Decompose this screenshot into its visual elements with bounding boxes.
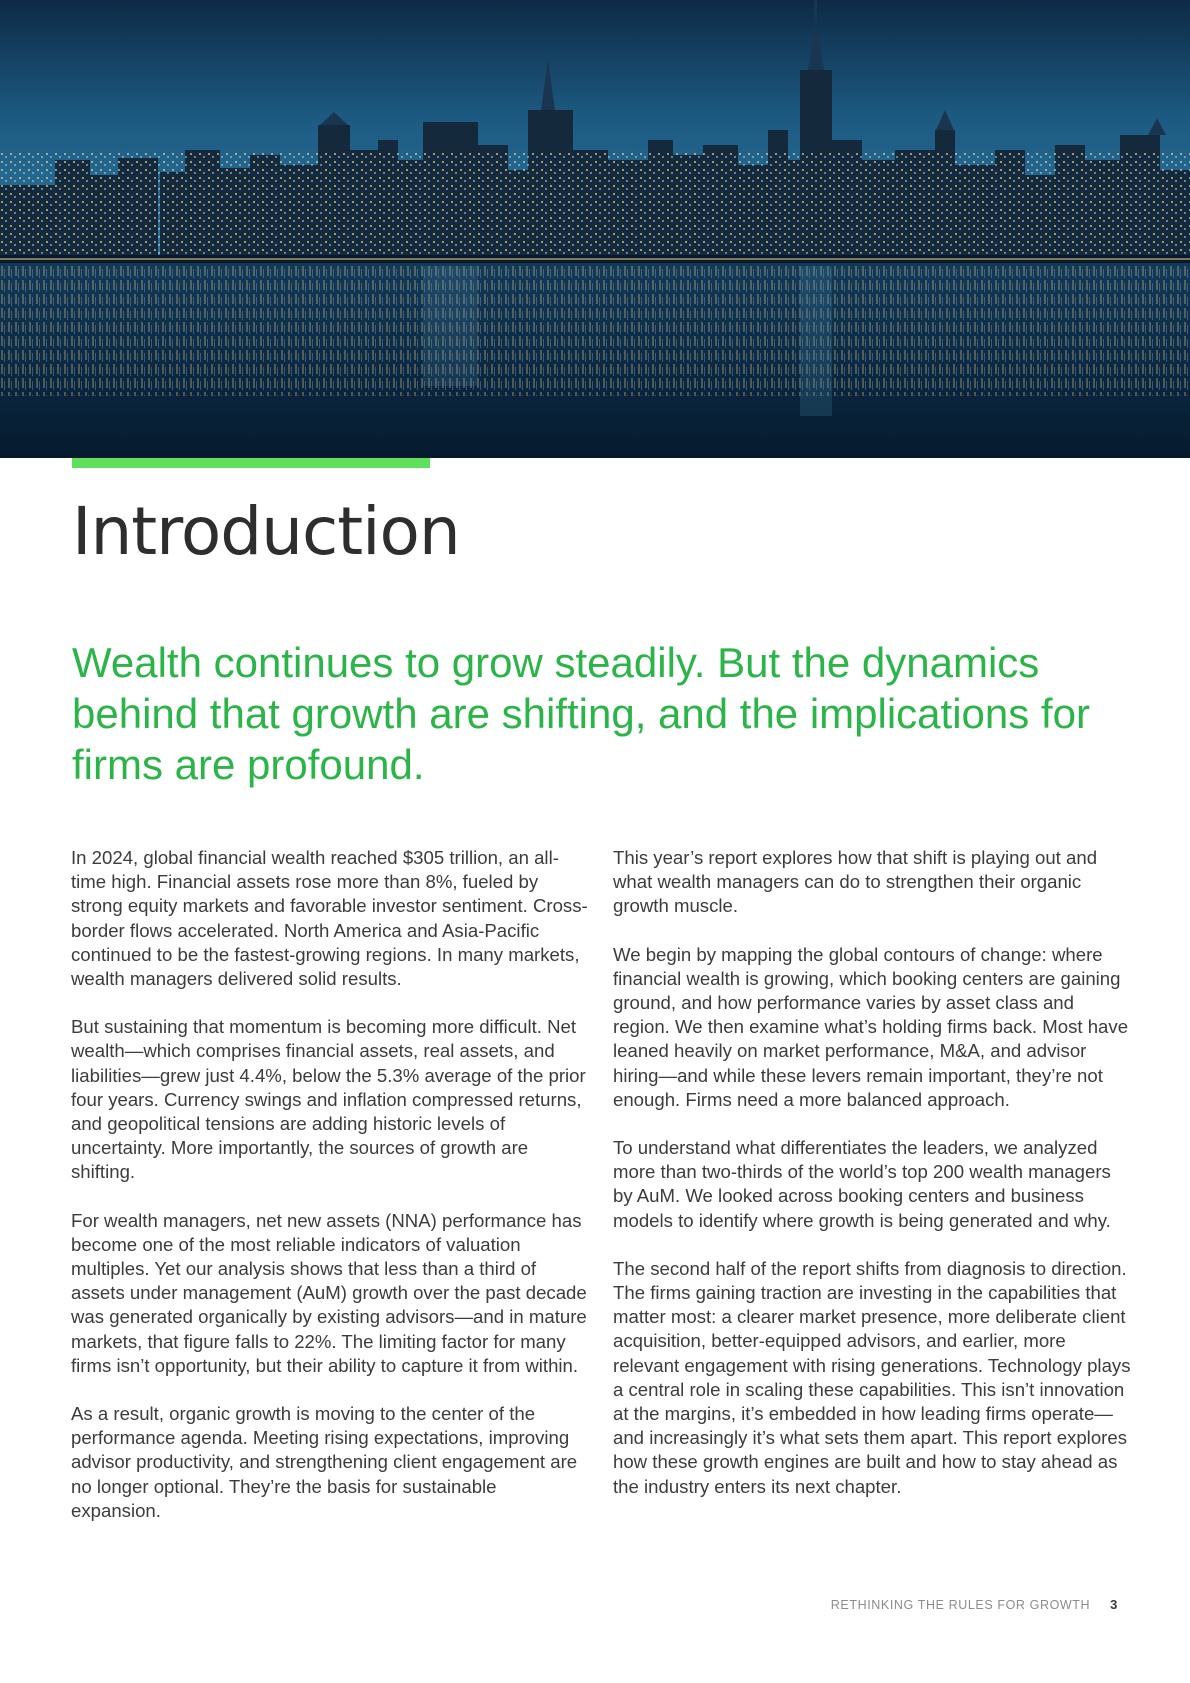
- paragraph: As a result, organic growth is moving to the center of the performance agenda. Meeting rising expectations, improving advisor productivity, and strengthening client engagement are no longer optional. They’re the basis for sustainable expansion.: [71, 1403, 578, 1521]
- running-title: RETHINKING THE RULES FOR GROWTH: [830, 1598, 1091, 1612]
- paragraph: This year’s report explores how that shift is playing out and what wealth managers can do to strengthen their organic growth muscle.: [613, 847, 1098, 917]
- paragraph: In 2024, global financial wealth reached $305 trillion, an all-time high. Financial assets rose more than 8%, fueled by strong equity markets and favorable investor sentiment. Cross-border flows accelerated. North America and Asia-Pacific continued to be the fastest-growing regions. In many markets, wealth managers delivered solid results.: [71, 847, 588, 990]
- body-column-left: [71, 846, 589, 1547]
- accent-bar: [72, 458, 430, 468]
- page-title: Introduction: [72, 493, 460, 570]
- page-number: 3: [1110, 1597, 1118, 1612]
- page-footer: [831, 1597, 1118, 1612]
- hero-skyline-image: [0, 0, 1190, 458]
- body-column-right: [613, 846, 1131, 1523]
- paragraph: To understand what differentiates the leaders, we analyzed more than two-thirds of the world’s top 200 wealth managers by AuM. We looked across booking centers and business models to identify where growth is being generated and why.: [613, 1137, 1111, 1231]
- paragraph: For wealth managers, net new assets (NNA) performance has become one of the most reliable indicators of valuation multiples. Yet our analysis shows that less than a third of assets under management (AuM) growth over the past decade was generated organically by existing advisors—and in mature markets, that figure falls to 22%. The limiting factor for many firms isn’t opportunity, but their ability to capture it from within.: [71, 1209, 587, 1376]
- paragraph: We begin by mapping the global contours of change: where financial wealth is growing, which booking centers are gaining ground, and how performance varies by asset class and region. We then examine what’s holding firms back. Most have leaned heavily on market performance, M&A, and advisor hiring—and while these levers remain important, they’re not enough. Firms need a more balanced approach.: [613, 943, 1129, 1110]
- lede-statement: Wealth continues to grow steadily. But the dynamics behind that growth are shifting, and the implications for firms are profound.: [72, 639, 1090, 788]
- paragraph: The second half of the report shifts from diagnosis to direction. The firms gaining traction are investing in the capabilities that matter most: a clearer market presence, more deliberate client acquisition, better-equipped advisors, and earlier, more relevant engagement with rising generations. Technology plays a central role in scaling these capabilities. This isn’t innovation at the margins, it’s embedded in how leading firms operate—and increasingly it’s what sets them apart. This report explores how these growth engines are built and how to stay ahead as the industry enters its next chapter.: [613, 1257, 1131, 1497]
- paragraph: But sustaining that momentum is becoming more difficult. Net wealth—which comprises financial assets, real assets, and liabilities—grew just 4.4%, below the 5.3% average of the prior four years. Currency swings and inflation compressed returns, and geopolitical tensions are adding historic levels of uncertainty. More importantly, the sources of growth are shifting.: [71, 1016, 586, 1183]
